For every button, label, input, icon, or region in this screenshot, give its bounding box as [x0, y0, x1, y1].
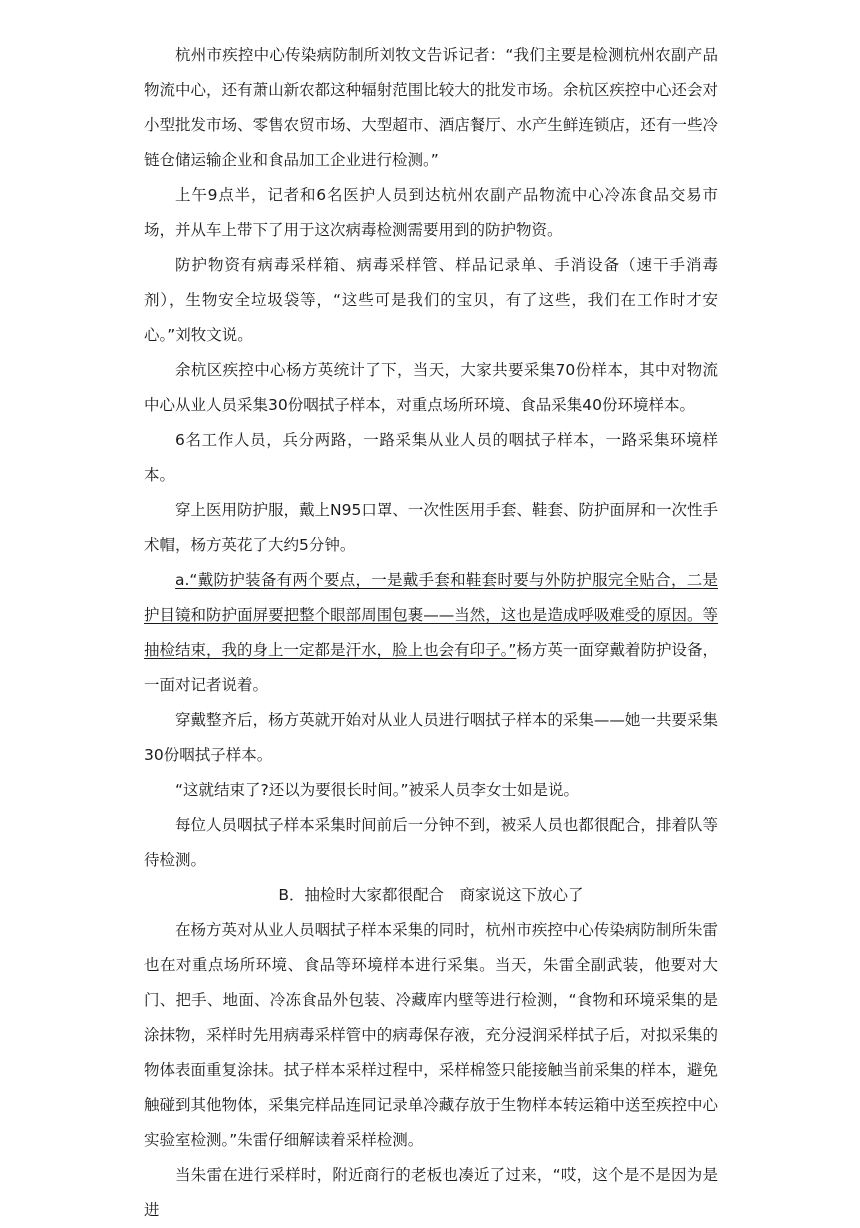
paragraph-12: 当朱雷在进行采样时，附近商行的老板也凑近了过来，“哎，这个是不是因为是进: [144, 1166, 718, 1219]
paragraph-2: 上午9点半，记者和6名医护人员到达杭州农副产品物流中心冷冻食品交易市场，并从车上带下了用于这次病毒检测需要用到的防护物资。: [144, 186, 718, 239]
paragraph-6: 穿上医用防护服，戴上N95口罩、一次性医用手套、鞋套、防护面屏和一次性手术帽，杨方英花了大约5分钟。: [144, 501, 718, 554]
paragraph-7-tail: 杨方英一面穿戴着防护设备，一面对记者说着。: [144, 641, 718, 694]
section-heading: B．抽检时大家都很配合 商家说这下放心了: [278, 886, 584, 904]
paragraph-10: 每位人员咽拭子样本采集时间前后一分钟不到，被采人员也都很配合，排着队等待检测。: [144, 816, 718, 869]
paragraph-7: [144, 563, 718, 703]
paragraph-3: 防护物资有病毒采样箱、病毒采样管、样品记录单、手消设备（速干手消毒剂），生物安全垃圾袋等，“这些可是我们的宝贝，有了这些，我们在工作时才安心。”刘牧文说。: [144, 256, 718, 344]
paragraph-4: 余杭区疾控中心杨方英统计了下，当天，大家共要采集70份样本，其中对物流中心从业人员采集30份咽拭子样本，对重点场所环境、食品采集40份环境样本。: [144, 361, 718, 414]
paragraph-5: 6名工作人员，兵分两路，一路采集从业人员的咽拭子样本，一路采集环境样本。: [144, 431, 718, 484]
article-body: [144, 38, 718, 1228]
paragraph-11: 在杨方英对从业人员咽拭子样本采集的同时，杭州市疾控中心传染病防制所朱雷也在对重点场所环境、食品等环境样本进行采集。当天，朱雷全副武装，他要对大门、把手、地面、冷冻食品外包装、冷藏库内壁等进行检测，“食物和环境采集的是涂抹物，采样时先用病毒采样管中的病毒保存液，充分浸润采样拭子后，对拟采集的物体表面重复涂抹。拭子样本采样过程中，采样棉签只能接触当前采集的样本，避免触碰到其他物体，采集完样品连同记录单冷藏存放于生物样本转运箱中送至疾控中心实验室检测。”朱雷仔细解读着采样检测。: [144, 921, 718, 1149]
underlined-quote: a.“戴防护装备有两个要点，一是戴手套和鞋套时要与外防护服完全贴合，二是护目镜和防护面屏要把整个眼部周围包裹——当然，这也是造成呼吸难受的原因。等抽检结束，我的身上一定都是汗水，脸上也会有印子。”: [144, 571, 718, 659]
paragraph-8: 穿戴整齐后，杨方英就开始对从业人员进行咽拭子样本的采集——她一共要采集30份咽拭子样本。: [144, 711, 718, 764]
paragraph-9: “这就结束了?还以为要很长时间。”被采人员李女士如是说。: [175, 781, 580, 799]
paragraph-1: 杭州市疾控中心传染病防制所刘牧文告诉记者：“我们主要是检测杭州农副产品物流中心，还有萧山新农都这种辐射范围比较大的批发市场。余杭区疾控中心还会对小型批发市场、零售农贸市场、大型超市、酒店餐厅、水产生鲜连锁店，还有一些冷链仓储运输企业和食品加工企业进行检测。”: [144, 46, 718, 169]
